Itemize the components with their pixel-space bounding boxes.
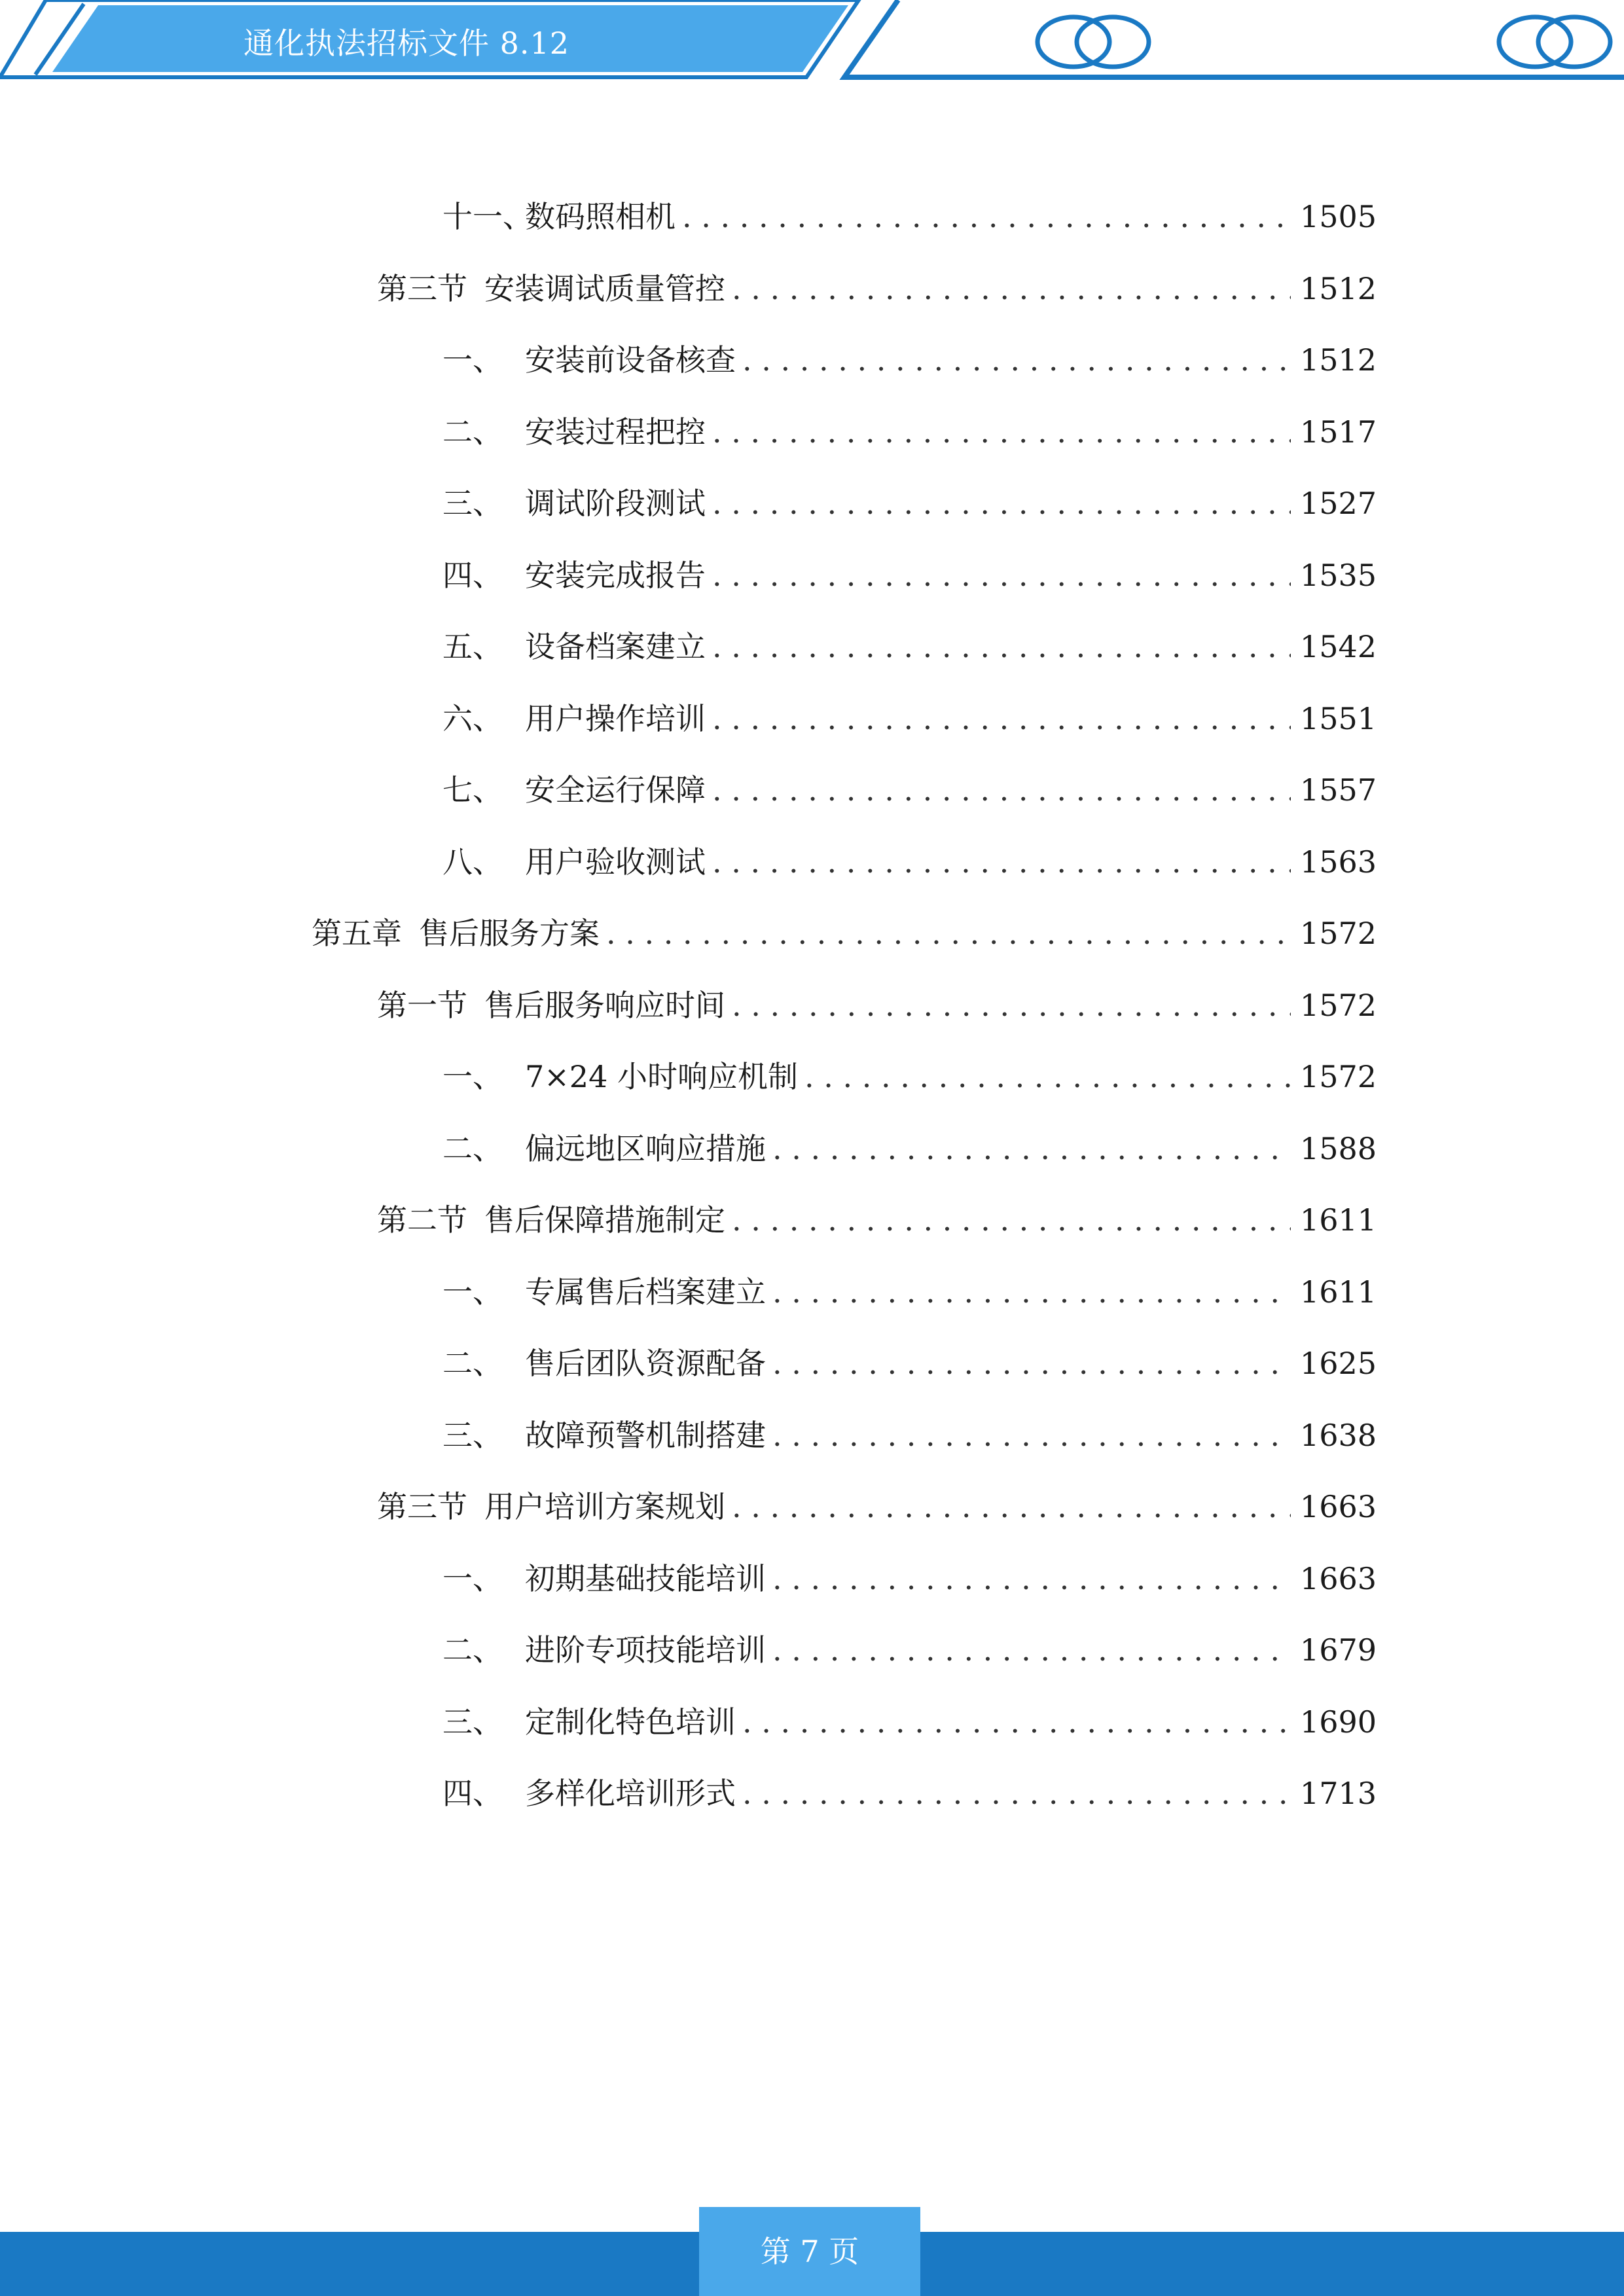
toc-entry[interactable] bbox=[442, 1340, 1377, 1386]
toc-entry[interactable] bbox=[442, 552, 1377, 598]
toc-entry-number: 四、 bbox=[442, 558, 503, 593]
toc-dot-leader bbox=[742, 1699, 1291, 1745]
toc-entry-title: 数码照相机 bbox=[525, 199, 676, 234]
toc-entry-title: 安装完成报告 bbox=[525, 558, 706, 593]
toc-entry-title: 售后服务响应时间 bbox=[484, 988, 725, 1023]
toc-entry[interactable] bbox=[442, 1699, 1377, 1745]
toc-dot-leader bbox=[682, 194, 1291, 240]
toc-entry-title: 调试阶段测试 bbox=[525, 486, 706, 521]
toc-entry-page: 1512 bbox=[1299, 342, 1377, 378]
toc-dot-leader bbox=[772, 1627, 1291, 1673]
toc-entry-page: 1611 bbox=[1299, 1202, 1377, 1238]
toc-entry-number: 二、 bbox=[442, 414, 503, 450]
toc-entry-page: 1527 bbox=[1299, 486, 1377, 521]
toc-entry-page: 1663 bbox=[1299, 1561, 1377, 1596]
toc-entry[interactable] bbox=[442, 1054, 1377, 1100]
toc-entry-title: 偏远地区响应措施 bbox=[525, 1131, 766, 1166]
toc-dot-leader bbox=[712, 480, 1291, 526]
toc-dot-leader bbox=[772, 1269, 1291, 1315]
toc-dot-leader bbox=[732, 982, 1291, 1028]
toc-entry-number: 五、 bbox=[442, 629, 503, 664]
toc-dot-leader bbox=[712, 767, 1291, 813]
toc-entry[interactable] bbox=[442, 337, 1377, 383]
toc-entry-page: 1611 bbox=[1299, 1274, 1377, 1310]
toc-entry-title: 安装过程把控 bbox=[525, 414, 706, 450]
toc-entry-number: 七、 bbox=[442, 772, 503, 808]
toc-entry-page: 1588 bbox=[1299, 1131, 1377, 1166]
toc-entry[interactable] bbox=[442, 1770, 1377, 1816]
toc-entry-number: 一、 bbox=[442, 1274, 503, 1310]
toc-dot-leader bbox=[742, 337, 1291, 383]
toc-entry-title: 初期基础技能培训 bbox=[525, 1561, 766, 1596]
toc-entry-page: 1572 bbox=[1299, 988, 1377, 1023]
toc-entry[interactable] bbox=[442, 194, 1377, 240]
toc-entry-title: 售后服务方案 bbox=[419, 916, 600, 951]
document-title: 通化执法招标文件 8.12 bbox=[244, 26, 570, 61]
toc-entry-number: 三、 bbox=[442, 486, 503, 521]
toc-dot-leader bbox=[772, 1340, 1291, 1386]
toc-dot-leader bbox=[712, 409, 1291, 455]
toc-dot-leader bbox=[772, 1556, 1291, 1602]
toc-entry-number: 一、 bbox=[442, 1059, 503, 1094]
toc-entry-title: 安全运行保障 bbox=[525, 772, 706, 808]
toc-entry[interactable] bbox=[377, 266, 1377, 312]
toc-dot-leader bbox=[732, 1197, 1291, 1243]
toc-entry-number: 六、 bbox=[442, 701, 503, 736]
toc-entry-title: 售后团队资源配备 bbox=[525, 1346, 766, 1381]
toc-entry[interactable] bbox=[442, 1556, 1377, 1602]
toc-entry-title: 用户操作培训 bbox=[525, 701, 706, 736]
toc-entry[interactable] bbox=[442, 1126, 1377, 1172]
toc-entry-page: 1713 bbox=[1299, 1776, 1377, 1811]
toc-entry-page: 1535 bbox=[1299, 558, 1377, 593]
toc-entry-page: 1663 bbox=[1299, 1489, 1377, 1524]
toc-entry[interactable] bbox=[442, 1269, 1377, 1315]
toc-entry-number: 二、 bbox=[442, 1632, 503, 1668]
toc-entry-title: 安装调试质量管控 bbox=[484, 271, 725, 306]
toc-entry-title: 7×24 小时响应机制 bbox=[525, 1059, 798, 1094]
page-number: 第 7 页 bbox=[699, 2207, 920, 2296]
toc-entry-title: 安装前设备核查 bbox=[525, 342, 736, 378]
toc-entry-number: 三、 bbox=[442, 1418, 503, 1453]
toc-dot-leader bbox=[712, 552, 1291, 598]
toc-entry[interactable] bbox=[377, 1484, 1377, 1530]
toc-dot-leader bbox=[804, 1054, 1291, 1100]
toc-entry[interactable] bbox=[377, 1197, 1377, 1243]
toc-dot-leader bbox=[772, 1412, 1291, 1458]
toc-entry-page: 1563 bbox=[1299, 844, 1377, 880]
toc-entry-number: 第五章 bbox=[312, 916, 402, 951]
toc-entry[interactable] bbox=[442, 409, 1377, 455]
toc-entry-page: 1551 bbox=[1299, 701, 1377, 736]
toc-entry-number: 一、 bbox=[442, 342, 503, 378]
toc-entry-page: 1557 bbox=[1299, 772, 1377, 808]
toc-entry-number: 二、 bbox=[442, 1131, 503, 1166]
toc-dot-leader bbox=[732, 1484, 1291, 1530]
toc-entry-title: 多样化培训形式 bbox=[525, 1776, 736, 1811]
toc-entry-number: 第三节 bbox=[377, 271, 467, 306]
toc-entry-title: 用户培训方案规划 bbox=[484, 1489, 725, 1524]
toc-dot-leader bbox=[712, 624, 1291, 670]
toc-entry-title: 售后保障措施制定 bbox=[484, 1202, 725, 1238]
toc-entry[interactable] bbox=[442, 480, 1377, 526]
toc-entry-page: 1625 bbox=[1299, 1346, 1377, 1381]
toc-dot-leader bbox=[606, 910, 1291, 956]
toc-entry-title: 定制化特色培训 bbox=[525, 1704, 736, 1740]
toc-entry-number: 第二节 bbox=[377, 1202, 467, 1238]
toc-dot-leader bbox=[712, 696, 1291, 742]
toc-entry[interactable] bbox=[442, 696, 1377, 742]
toc-entry[interactable] bbox=[377, 982, 1377, 1028]
toc-entry-page: 1505 bbox=[1299, 199, 1377, 234]
toc-entry-page: 1512 bbox=[1299, 271, 1377, 306]
toc-entry-number: 四、 bbox=[442, 1776, 503, 1811]
toc-entry[interactable] bbox=[442, 1627, 1377, 1673]
toc-entry-page: 1572 bbox=[1299, 1059, 1377, 1094]
toc-entry[interactable] bbox=[442, 624, 1377, 670]
toc-entry-number: 八、 bbox=[442, 844, 503, 880]
toc-entry-title: 专属售后档案建立 bbox=[525, 1274, 766, 1310]
toc-entry-page: 1572 bbox=[1299, 916, 1377, 951]
toc-entry-page: 1542 bbox=[1299, 629, 1377, 664]
toc-entry-title: 进阶专项技能培训 bbox=[525, 1632, 766, 1668]
toc-entry[interactable] bbox=[442, 839, 1377, 885]
toc-entry[interactable] bbox=[442, 767, 1377, 813]
toc-dot-leader bbox=[772, 1126, 1291, 1172]
toc-entry-number: 一、 bbox=[442, 1561, 503, 1596]
toc-dot-leader bbox=[742, 1770, 1291, 1816]
toc-dot-leader bbox=[712, 839, 1291, 885]
toc-entry-number: 十一、 bbox=[442, 199, 533, 234]
toc-entry-page: 1638 bbox=[1299, 1418, 1377, 1453]
toc-entry-title: 设备档案建立 bbox=[525, 629, 706, 664]
toc-entry-number: 二、 bbox=[442, 1346, 503, 1381]
toc-entry-title: 故障预警机制搭建 bbox=[525, 1418, 766, 1453]
toc-entry-page: 1517 bbox=[1299, 414, 1377, 450]
toc-entry-number: 第一节 bbox=[377, 988, 467, 1023]
toc-entry-page: 1679 bbox=[1299, 1632, 1377, 1668]
toc-entry[interactable] bbox=[312, 910, 1377, 956]
toc-entry-title: 用户验收测试 bbox=[525, 844, 706, 880]
toc-entry[interactable] bbox=[442, 1412, 1377, 1458]
toc-entry-number: 第三节 bbox=[377, 1489, 467, 1524]
toc-entry-number: 三、 bbox=[442, 1704, 503, 1740]
toc-dot-leader bbox=[732, 266, 1291, 312]
toc-entry-page: 1690 bbox=[1299, 1704, 1377, 1740]
